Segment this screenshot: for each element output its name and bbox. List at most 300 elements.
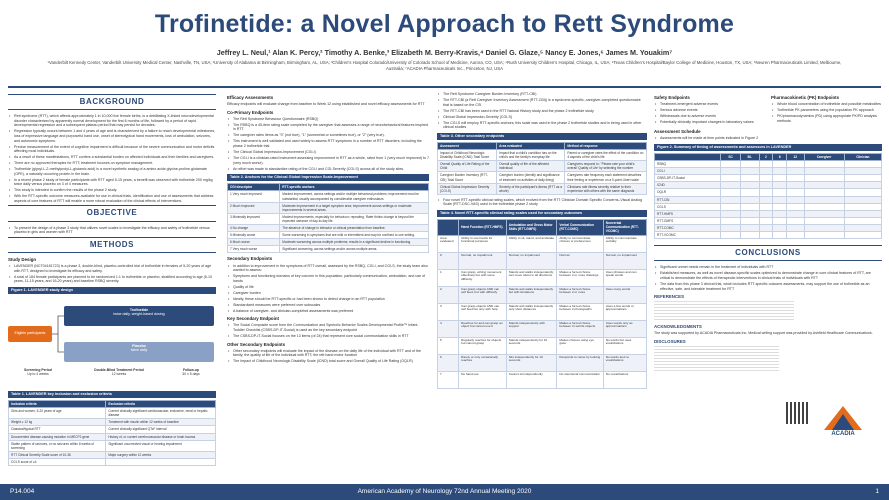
table-cell: Makes a forced choice between 2 or more drawings — [557, 269, 603, 286]
timing-cell — [773, 210, 787, 217]
poster-title: Trofinetide: a Novel Approach to Rett Syndrome — [154, 10, 735, 38]
table-cell: Girls and women, 5-20 years of age — [9, 408, 106, 419]
bullet-item: • Established measures, as well as novel disease-specific scales optimized to demonstrate change in core clinical features of RTT, are critical to demonstrate the effects of therapeutic interventions in clinical trials of individuals with RTT — [654, 271, 882, 280]
timing-cell — [721, 224, 740, 231]
timing-cell — [804, 175, 844, 182]
table-row — [9, 458, 216, 465]
table-row — [228, 191, 429, 202]
table-row — [438, 337, 647, 354]
table-cell: Regularly reaches for objects but cannot grasp — [459, 337, 507, 354]
followup-sub: 30 ± 5 days — [182, 372, 200, 377]
conclusions-bullets — [654, 265, 882, 291]
table-row — [438, 235, 647, 252]
placebo-sub: twice daily — [130, 348, 148, 353]
study-design-flowchart — [8, 296, 216, 388]
table-cell: Uses phrases and can speak words — [603, 269, 646, 286]
timing-cell — [804, 189, 844, 196]
timing-cell — [844, 189, 881, 196]
bullet-item: • An effort was made to standardize rating of the CGI-I and CGI-Severity (CGI-S) across all of the study sites. — [227, 167, 429, 172]
randomization-arrows — [52, 310, 66, 360]
bullet-item: • Precise measurement of the extent of cognitive impairment is difficult because of the severe communication and motor deficits affecting most individuals. — [8, 145, 216, 154]
timing-cell — [787, 232, 804, 239]
references-heading: REFERENCES — [654, 294, 685, 300]
ack-text: The study was supported by ACADIA Pharmaceuticals Inc. Medical writing support was provided by Ashfield Healthcare Communications. — [654, 331, 873, 336]
table-row — [438, 150, 647, 161]
table-cell: Makes a forced choice between 2 or more — [557, 286, 603, 303]
table-cell: Makes a forced choice between 2 real life objects — [557, 320, 603, 337]
table-cell: Ability to sit, stand, and ambulate — [506, 235, 557, 252]
coprimary-title: Co-Primary Endpoints — [227, 109, 274, 115]
timing-cell — [773, 175, 787, 182]
bullet-item: • Regression typically occurs between 1 and 4 years of age and is characterized by a failure to reach developmental milestones, loss of expressive language and purposeful hand use, onset of stereotypical hand movements, loss of ambulation, seizures, and autonomic symptoms. — [8, 129, 216, 143]
figure-2-header: SC — [721, 153, 740, 160]
timing-cell — [787, 161, 804, 168]
safety-block — [654, 92, 765, 126]
table-cell: Cannot sit independently — [506, 371, 557, 388]
table-4-header: Hand Function (RTT-HMFS) — [459, 219, 507, 235]
bullet-item: • The RSBQ is a 45-item rating scale completed by the caregiver that assesses a range of neurobehavioral features inspired in RTT. — [227, 123, 429, 132]
timing-cell — [740, 168, 759, 175]
figure-2-header: 6 — [773, 153, 787, 160]
screening-label: Screening Period — [24, 367, 52, 372]
table-cell: Stands and walks independently; can move about in all directions — [506, 269, 557, 286]
qr-code-icon — [786, 402, 808, 424]
table-4-header: Ambulation and Gross Motor Skills (RTT-GMFS) — [506, 219, 557, 235]
table-4-title: Table 4. Novel RTT-specific clinical rating scales used for secondary outcomes — [437, 210, 647, 217]
table-cell: 7 Very much worse — [228, 246, 280, 253]
timing-cell — [721, 182, 740, 189]
table-cell: 3 Minimally improved — [228, 213, 280, 224]
table-cell: Area evaluated — [438, 235, 459, 252]
table-cell: Uses many words — [603, 286, 646, 303]
table-cell: Clinical Global Impression Severity (CGI-S) — [438, 183, 497, 194]
secondary-title: Secondary Endpoints — [227, 256, 273, 262]
table-cell: Responds to name by looking — [557, 354, 603, 371]
table-cell: Moderate worsening across multiple problems; results in a significant decline in functioning. — [280, 239, 429, 246]
table-cell: No intentional communication — [557, 371, 603, 388]
poster-header — [0, 0, 889, 86]
table-cell: The absence of change in behavior or clinical presentation from baseline. — [280, 225, 429, 232]
figure-2-row — [655, 210, 882, 217]
bullet-item: • Ideally, these should be RTT-specific or had been shown to detect change in an RTT population — [227, 297, 429, 302]
bullet-item: • The CGI-S will employ RTT-specific anchors; this scale was used in the phase 2 trofinetide studies and is being used in other clinical studies — [437, 121, 647, 130]
bullet-item: • The Rett Syndrome Behaviour Questionnaire (RSBQ) — [227, 117, 429, 122]
logo-text: ACADIA — [831, 431, 855, 437]
double-blind-sub: 12 weeks — [111, 372, 127, 377]
table-4-header — [438, 219, 459, 235]
table-cell: 0 — [438, 252, 459, 269]
table-cell: Overall quality of life of the affected individual — [497, 161, 565, 172]
eligible-label: Eligible participants — [14, 330, 46, 335]
trofinetide-sub: twice daily, weight-based dosing — [113, 312, 165, 317]
timing-cell — [759, 161, 773, 168]
table-cell: Moderate improvement in a target symptom area; improvement across settings or moderate improvements in several areas. — [280, 202, 429, 213]
poster-id: P14.004 — [10, 488, 35, 495]
table-row — [228, 246, 429, 253]
timing-cell — [787, 224, 804, 231]
poster-footer — [0, 484, 889, 500]
table-row — [438, 303, 647, 320]
references-placeholder — [654, 301, 794, 321]
figure-2-row — [655, 196, 882, 203]
table-cell: Sits independently for 10 seconds — [506, 354, 557, 371]
assessment-name: RTT-HMFS — [655, 210, 721, 217]
safety-bullets — [654, 102, 765, 125]
table-row — [9, 451, 216, 458]
bullet-item: • The Rett Syndrome Caregiver Burden Inventory (RTT-CBI) — [437, 92, 647, 97]
figure-2-header: 2 — [759, 153, 773, 160]
figure-2-row — [655, 203, 882, 210]
table-2-header: RTT-specific anchors — [280, 183, 429, 190]
assessment-name: RTT-VCOMC — [655, 232, 721, 239]
table-row — [228, 232, 429, 239]
table-row — [438, 286, 647, 303]
bullet-item: • To present the design of a phase 3 study that utilizes novel scales to investigate the efficacy and safety of trofinetide versus placebo in girls and women with RTT — [8, 226, 216, 235]
bullet-item: • The Social Composite score from the Communication and Symbolic Behavior Scales Developmental Profile™ Infant-Toddler Checklist (CSBS-DP-IT-Social) is used as the key secondary endpoint — [227, 323, 429, 332]
affiliations: ¹Vanderbilt Kennedy Center, Vanderbilt University Medical Center, Nashville, TN, USA; ²University of Alabama at Birmingham, Birmingham, AL, USA; ³Children's Hospital Colorado/University of Colorado School of Medicine, Aurora, CO, USA; ⁴Rush University Children's Hospital, Chicago, IL, USA; ⁵Texas Children's Hospital/Baylor College of Medicine, Houston, TX, USA; ⁶Neuren Pharmaceuticals Limited, Melbourne, Australia; ⁷ACADIA Pharmaceuticals Inc., Princeton, NJ, USA — [47, 60, 842, 71]
table-4 — [437, 219, 647, 389]
timing-cell — [804, 232, 844, 239]
column-2 — [227, 92, 429, 365]
table-cell: Caregivers rate frequency each statement describes their feeling or experience on a 5-point Likert scale — [565, 172, 647, 183]
table-3-header: Area evaluated — [497, 142, 565, 149]
table-cell: 2 — [438, 286, 459, 303]
timing-cell — [773, 182, 787, 189]
timing-cell — [804, 168, 844, 175]
table-row — [438, 161, 647, 172]
table-cell: Caregiver burden (identify and significance of treatment on activities of daily living) — [497, 172, 565, 183]
figure-2-row — [655, 217, 882, 224]
table-cell: Stable pattern of seizures, or no seizures within 8 weeks of screening — [9, 440, 106, 451]
page-number: 1 — [875, 488, 879, 495]
table-row — [438, 269, 647, 286]
timing-cell — [740, 196, 759, 203]
assessment-name: ICND — [655, 182, 721, 189]
table-cell: History of, or current cerebrovascular disease or brain trauma — [106, 433, 216, 440]
table-cell: Documented disease-causing mutation in MECP2 gene — [9, 433, 106, 440]
timing-cell — [844, 182, 881, 189]
table-1 — [8, 400, 216, 466]
timing-cell — [740, 175, 759, 182]
timing-cell — [740, 203, 759, 210]
safety-title: Safety Endpoints — [654, 95, 690, 100]
figure-2-row — [655, 168, 882, 175]
timing-cell — [721, 217, 740, 224]
table-cell: Weight ≥ 12 kg — [9, 419, 106, 426]
bullet-item: • Standardized measures were preferred over subscales — [227, 303, 429, 308]
figure-2-header: Clinician — [844, 153, 881, 160]
timing-cell — [759, 210, 773, 217]
bullet-item: • PK/pharmacodynamics (PD) using appropriate PK/PD analysis methods — [771, 114, 882, 123]
table-cell: No words but uses vocalizations — [603, 337, 646, 354]
timing-cell — [804, 196, 844, 203]
table-cell: Impact of Childhood Neurologic Disability Scale (ICND) Total Score — [438, 150, 497, 161]
timing-cell — [844, 217, 881, 224]
table-4-header: Verbal Communication (RTT-COMC) — [557, 219, 603, 235]
table-cell: Stands independently with support — [506, 320, 557, 337]
timing-cell — [721, 161, 740, 168]
bullet-item: • Significant unmet needs remain in the treatment of individuals with RTT — [654, 265, 882, 270]
timing-cell — [844, 161, 881, 168]
assessment-name: RTT-CBI — [655, 196, 721, 203]
timing-cell — [740, 217, 759, 224]
table-3-title: Table 3. Other secondary endpoints — [437, 133, 647, 140]
table-cell: 7 — [438, 371, 459, 388]
placebo-label: Placebo — [132, 343, 146, 348]
disclosures-placeholder — [654, 346, 779, 372]
bullet-item: • Other secondary endpoints will evaluate the impact of the disease on the daily life of the individual with RTT and of the family; the quality of life of the individual with RTT; the rett hand motor function — [227, 349, 429, 358]
figure-2-row — [655, 161, 882, 168]
table-cell: Impact that a child's condition has on the child's and the family's everyday life — [497, 150, 565, 161]
timing-cell — [787, 210, 804, 217]
table-cell: 4 No change — [228, 225, 280, 232]
followup-period — [168, 368, 214, 377]
assessment-name: CGI-S — [655, 203, 721, 210]
timing-cell — [759, 196, 773, 203]
trofinetide-label: Trofinetide — [129, 307, 149, 312]
table-3-header: Assessment — [438, 142, 497, 149]
bullet-item: • Clinical Global Impression-Severity (CGI-S) — [437, 115, 647, 120]
table-cell: Caregivers respond to: "Please rate your child's overall 'Quality of Life' by selecting the number — [565, 161, 647, 172]
pk-block — [771, 92, 882, 126]
timing-cell — [844, 203, 881, 210]
timing-cell — [773, 224, 787, 231]
timing-cell — [759, 168, 773, 175]
timing-cell — [804, 210, 844, 217]
table-2 — [227, 183, 429, 253]
table-cell: 5 Minimally worse — [228, 232, 280, 239]
timing-cell — [773, 203, 787, 210]
bullet-item: • The Impact of Childhood Neurologic Disability Scale (ICND) total score and Overall Quality of Life Rating (OQLR) — [227, 359, 429, 364]
ack-heading: ACKNOWLEDGMENTS — [654, 324, 702, 330]
table-3 — [437, 142, 647, 195]
table-2-title: Table 2. Anchors for the Clinical Global Impression Scale-Improvement — [227, 174, 429, 181]
objective-heading: OBJECTIVE — [8, 205, 216, 221]
background-bullets — [8, 114, 216, 203]
table-cell: Some worsening in symptoms that are mild or intermittent and may be confined to one setting. — [280, 232, 429, 239]
pk-title: Pharmacokinetic (PK) Endpoints — [771, 95, 840, 100]
efficacy-heading: Efficacy Assessments — [227, 95, 274, 100]
figure-2-row — [655, 232, 882, 239]
double-blind-label: Double-Blind Treatment Period — [94, 367, 144, 372]
timing-cell — [759, 189, 773, 196]
figure-2-row — [655, 189, 882, 196]
timing-cell — [804, 161, 844, 168]
table-cell: Severity of the participant's illness (RTT as a whole) — [497, 183, 565, 194]
table-2-header: CGI descriptor — [228, 183, 280, 190]
figure-2-header: Caregiver — [804, 153, 844, 160]
bullet-item: • This study is intended to confirm the results of the phase 2 study. — [8, 188, 216, 193]
bullet-item: • The RTT-CBI (a Rett Caregiver Inventory Assessment (RTT-CBI)) is a syndrome-specific, caregiver-completed questionnaire that is based on the CSI — [437, 98, 647, 107]
timing-cell — [804, 224, 844, 231]
table-1-header: Inclusion criteria — [9, 400, 106, 407]
bullet-item: • Potentially clinically important changes in laboratory values — [654, 120, 765, 125]
table-row — [438, 252, 647, 269]
table-cell: Parent or caregiver rates the effect of the condition on 4 aspects of the child's life — [565, 150, 647, 161]
table-row — [9, 419, 216, 426]
trofinetide-arm — [64, 306, 214, 326]
timing-cell — [773, 196, 787, 203]
background-heading: BACKGROUND — [8, 94, 216, 110]
timing-cell — [844, 210, 881, 217]
table-cell: Stands independently for 10 seconds — [506, 337, 557, 354]
timing-cell — [787, 182, 804, 189]
table-1-title: Table 1. LAVENDER key inclusion and exclusion criteria — [8, 391, 216, 398]
bullet-item: • Rett syndrome (RTT), which affects approximately 1 in 10,000 live female births, is a debilitating X-linked neurodevelopmental disorder characterized by apparently normal development for the first 6 months of life, followed by a period of rapid developmental regression and a subsequent plateau period that may persist for decades. — [8, 114, 216, 128]
timing-cell — [721, 232, 740, 239]
table-row — [9, 433, 216, 440]
table-cell: Uses words only as approximations — [603, 320, 646, 337]
table-cell: No hand use — [459, 371, 507, 388]
table-cell: Significant uncorrected visual or hearing impairment — [106, 440, 216, 451]
table-cell: Classical/typical RTT — [9, 426, 106, 433]
table-row — [9, 426, 216, 433]
table-row — [228, 225, 429, 232]
column-1 — [8, 92, 216, 466]
novel-scales-bullet: • Four novel RTT-specific clinical rating scales, which evolved from the RTT Clinician Domain Specific Concerns–Visual Analog Scale (RTT-DSC-VAS) used in the trofinetide phase 2 study — [437, 198, 647, 207]
bullet-item: • Withdrawals due to adverse events — [654, 114, 765, 119]
table-row — [228, 202, 429, 213]
timing-cell — [844, 175, 881, 182]
bullet-item: • A total of 184 female participants are planned to be randomized 1:1 to trofinetide or placebo, stratified according to age (5-10 years, 11-15 years, and 16-20 years) and baseline RSBQ severity. — [8, 275, 216, 284]
bullet-item: • Treatment-emergent adverse events — [654, 102, 765, 107]
table-row — [438, 172, 647, 183]
table-cell: Normal — [557, 252, 603, 269]
secondary-bullets — [227, 264, 429, 314]
timing-cell — [740, 210, 759, 217]
timing-cell — [787, 189, 804, 196]
conclusions-heading: CONCLUSIONS — [654, 245, 882, 261]
timing-cell — [787, 175, 804, 182]
other-secondary-title: Other Secondary Endpoints — [227, 341, 286, 347]
bullet-item: • Whole blood concentration of trofinetide and possible metabolites — [771, 102, 882, 107]
schedule-title: Assessment Schedule — [654, 129, 701, 135]
bullet-item: • The RTT-CBI has been used in the RTT Natural History study and the phase 2 trofinetide study — [437, 109, 647, 114]
timing-cell — [804, 217, 844, 224]
bullet-item: • This instrument is well validated and used widely to assess RTT symptoms in a number of RTT disorders, including the phase 2 trofinetide trial. — [227, 139, 429, 148]
bullet-item: • Quality of life — [227, 285, 429, 290]
table-cell: 3 — [438, 303, 459, 320]
table-row — [438, 183, 647, 194]
timing-cell — [759, 217, 773, 224]
bullet-item: • The Clinical Global Impression-Improvement (CGI-I) — [227, 150, 429, 155]
table-cell: Ability to communicate verbally — [603, 235, 646, 252]
timing-cell — [740, 224, 759, 231]
schedule-text: • Assessments will be made at time points indicated in Figure 2 — [654, 136, 882, 141]
table-row — [438, 354, 647, 371]
timing-cell — [804, 182, 844, 189]
bullet-item: • With the RTT-specific outcome measures available for use in clinical trials, identification and use of assessments that address aspects of core features of RTT will enable a more robust evaluation of the clinical effects of interventions. — [8, 194, 216, 203]
screening-sub: Up to 4 weeks — [27, 372, 49, 377]
key-secondary-title: Key Secondary Endpoint — [227, 316, 279, 322]
table-row — [438, 371, 647, 388]
disclosures-heading: DISCLOSURES — [654, 338, 686, 344]
table-cell: Normal, no impairment — [603, 252, 646, 269]
bullet-item: • Symptoms and functioning domains of key concern in this population, particularly communication, ambulation, and use of hands — [227, 274, 429, 283]
table-cell: Overall Quality of Life Rating of the Child — [438, 161, 497, 172]
figure-1-title: Figure 1. LAVENDER study design — [8, 287, 216, 294]
bullet-item: • The CGI-I is a clinician-rated instrument assessing improvement in RTT as a whole, rated from 1 (very much improved) to 7 (very much worse). — [227, 156, 429, 165]
table-cell: Rarely or only occasionally reaches — [459, 354, 507, 371]
table-cell: Ability to use hands for functional purposes — [459, 235, 507, 252]
study-design-bullets — [8, 264, 216, 284]
table-cell: Clinicians rate illness severity relative to their experience with others with the same diagnosis — [565, 183, 647, 194]
figure-2-row — [655, 224, 882, 231]
table-cell: Makes choices using eye gaze — [557, 337, 603, 354]
figure-2-header: BL — [740, 153, 759, 160]
timing-cell — [844, 224, 881, 231]
efficacy-intro: Efficacy endpoints will evaluate change from baseline to Week 12 using established and novel efficacy assessments for RTT — [227, 102, 425, 107]
assessment-name: RSBQ — [655, 161, 721, 168]
acadia-logo — [812, 402, 874, 442]
table-cell: Reaches for and can grasp an object but cannot use it — [459, 320, 507, 337]
table-cell: Marked improvement, across settings and/or multiple behavioral problems; improvement must be substantial, usually accompanied by considerable caregiver enthusiasm. — [280, 191, 429, 202]
table-cell: 1 Very much improved — [228, 191, 280, 202]
timing-cell — [740, 161, 759, 168]
table-cell: Stands and walks independently only short distances — [506, 303, 557, 320]
timing-cell — [787, 196, 804, 203]
timing-cell — [759, 203, 773, 210]
conference-name: American Academy of Neurology 72nd Annual Meeting 2020 — [357, 488, 532, 495]
table-cell: Current clinically significant cardiovascular, endocrine, renal or hepatic disease — [106, 408, 216, 419]
timing-cell — [721, 168, 740, 175]
table-cell: Ability to communicate choices or preferences — [557, 235, 603, 252]
table-cell: Current clinically significant QTcF interval — [106, 426, 216, 433]
screening-period — [8, 368, 68, 377]
timing-cell — [740, 232, 759, 239]
timing-cell — [721, 175, 740, 182]
column-4 — [654, 92, 882, 372]
bullet-item: • LAVENDER (NCT04181723) is a phase 3, double-blind, placebo-controlled trial of trofinetide in females of 5-20 years of age with RTT, designed to investigate its efficacy and safety. — [8, 264, 216, 273]
figure-2-header — [655, 153, 721, 160]
table-cell: Uses a few words or approximations — [603, 303, 646, 320]
assessment-name: OQLR — [655, 189, 721, 196]
table-cell: 6 Much worse — [228, 239, 280, 246]
table-cell: Can grasp objects AND can self feed but only with help — [459, 303, 507, 320]
figure-2-row — [655, 175, 882, 182]
table-cell: No words and no vocalizations — [603, 354, 646, 371]
double-blind-period — [74, 368, 164, 377]
figure-2-table — [654, 153, 882, 240]
objective-bullets — [8, 226, 216, 235]
timing-cell — [721, 189, 740, 196]
bullet-item: • Caregiver burden — [227, 291, 429, 296]
timing-cell — [773, 217, 787, 224]
timing-cell — [740, 182, 759, 189]
key-secondary-bullets — [227, 323, 429, 338]
bullet-item: • There are no approved therapies for RTT; treatment focuses on symptom management. — [8, 161, 216, 166]
timing-cell — [721, 210, 740, 217]
bullet-item: • The CSBS-DP-IT-Social focuses on the 13 items (of 24) that represent core social communication skills in RTT — [227, 334, 429, 339]
table-cell: Can grasp, writing movement effectively but with some difficulty — [459, 269, 507, 286]
timing-cell — [844, 232, 881, 239]
table-cell: Caregiver Burden Inventory (RTT-CBI) Total Score — [438, 172, 497, 183]
table-cell: 5 — [438, 337, 459, 354]
timing-cell — [759, 232, 773, 239]
timing-cell — [773, 232, 787, 239]
table-row — [228, 213, 429, 224]
table-cell — [106, 458, 216, 465]
table-1-header: Exclusion criteria — [106, 400, 216, 407]
table-cell: RTT Clinical Severity Scale score of 10-36 — [9, 451, 106, 458]
table-row — [438, 320, 647, 337]
timing-cell — [721, 203, 740, 210]
bullet-item: • A balance of caregiver- and clinician-completed assessments was preferred — [227, 309, 429, 314]
assessment-name: RTT-COMC — [655, 224, 721, 231]
rtt-cbi-bullets — [437, 92, 647, 130]
column-3 — [437, 92, 647, 389]
table-cell: Modest improvements, especially for behaviour; repeating. Rater thinks change is beyond the expected variance of day-to-day life. — [280, 213, 429, 224]
